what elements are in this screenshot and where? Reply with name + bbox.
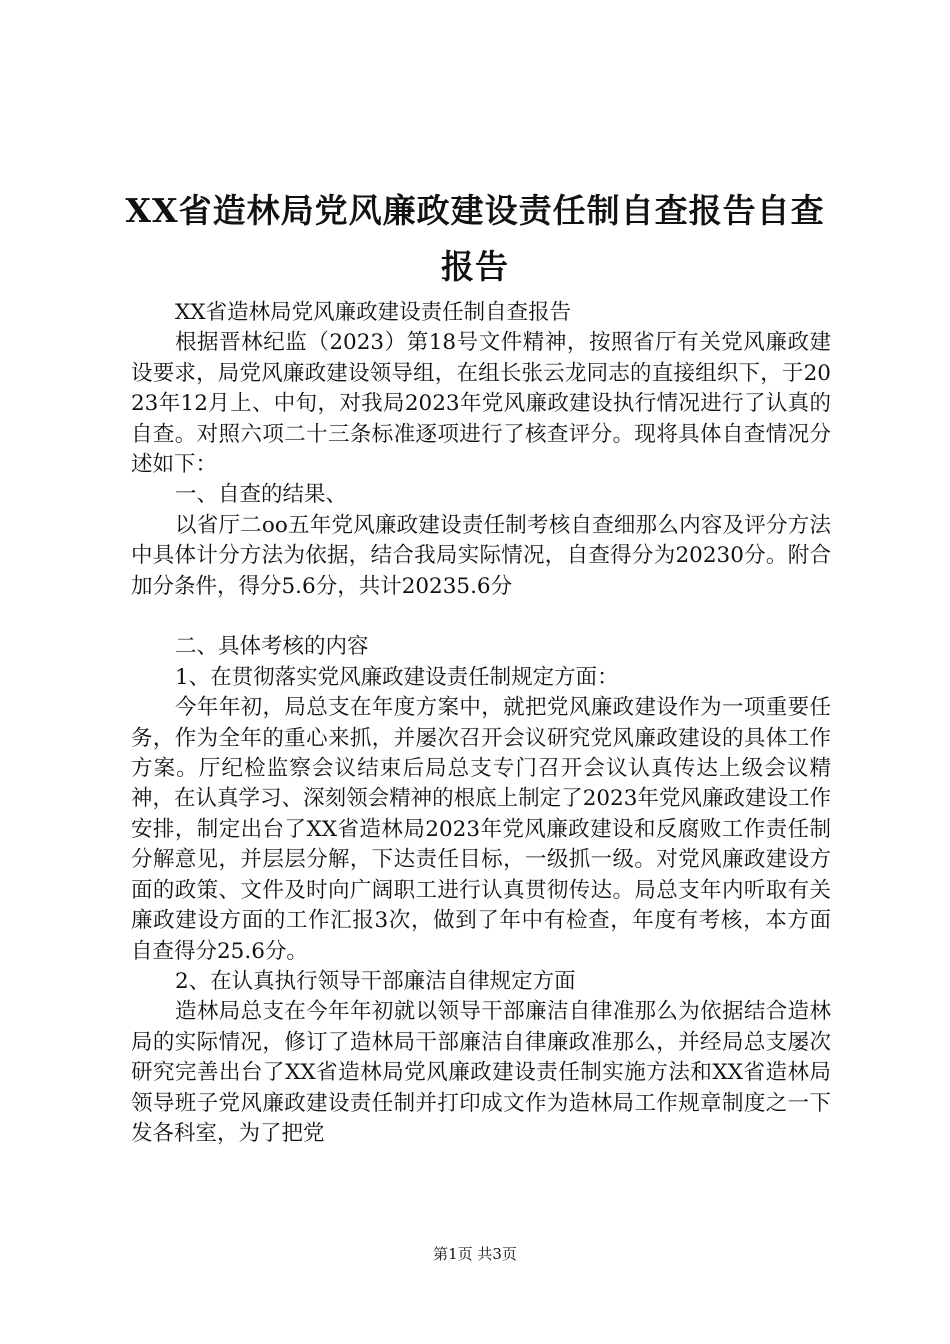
section-heading-results: 一、自查的结果、: [175, 482, 348, 508]
intro-paragraph: 根据晋林纪监（2023）第18号文件精神，按照省厅有关党风廉政建设要求，局党风廉政建设领导组，在组长张云龙同志的直接组织下，于2023年12月上、中旬，对我局2023年党风廉政建设执行情况进行了认真的自查。对照六项二十三条标准逐项进行了核查评分。现将具体自查情况分述如下：: [131, 330, 831, 478]
subsection-heading-2: 2、在认真执行领导干部廉洁自律规定方面: [175, 968, 576, 994]
subsection-2-paragraph: 造林局总支在今年年初就以领导干部廉洁自律准那么为依据结合造林局的实际情况，修订了造林局干部廉洁自律廉政准那么，并经局总支屡次研究完善出台了XX省造林局党风廉政建设责任制实施方法和XX省造林局领导班子党风廉政建设责任制并打印成文作为造林局工作规章制度之一下发各科室，为了把党: [131, 999, 831, 1146]
subtitle-paragraph: XX省造林局党风廉政建设责任制自查报告: [175, 300, 572, 325]
document-body: [131, 298, 831, 1149]
subsection-heading-1: 1、在贯彻落实党风廉政建设责任制规定方面：: [175, 664, 619, 690]
subsection-1-paragraph: 今年年初，局总支在年度方案中，就把党风廉政建设作为一项重要任务，作为全年的重心来抓，并屡次召开会议研究党风廉政建设的具体工作方案。厅纪检监察会议结束后局总支专门召开会议认真传达上级会议精神，在认真学习、深刻领会精神的根底上制定了2023年党风廉政建设工作安排，制定出台了XX省造林局2023年党风廉政建设和反腐败工作责任制分解意见，并层层分解，下达责任目标，一级抓一级。对党风廉政建设方面的政策、文件及时向广阔职工进行认真贯彻传达。局总支年内听取有关廉政建设方面的工作汇报3次，做到了年中有检查，年度有考核，本方面自查得分25.6分。: [131, 695, 831, 964]
document-title: XX省造林局党风廉政建设责任制自查报告自查报告: [125, 191, 825, 286]
section-heading-content: 二、具体考核的内容: [175, 634, 369, 660]
page-footer: 第1页 共3页: [433, 1245, 517, 1263]
results-paragraph: 以省厅二oo五年党风廉政建设责任制考核自查细那么内容及评分方法中具体计分方法为依据，结合我局实际情况，自查得分为20230分。附合加分条件，得分5.6分，共计20235.6分: [131, 512, 831, 599]
